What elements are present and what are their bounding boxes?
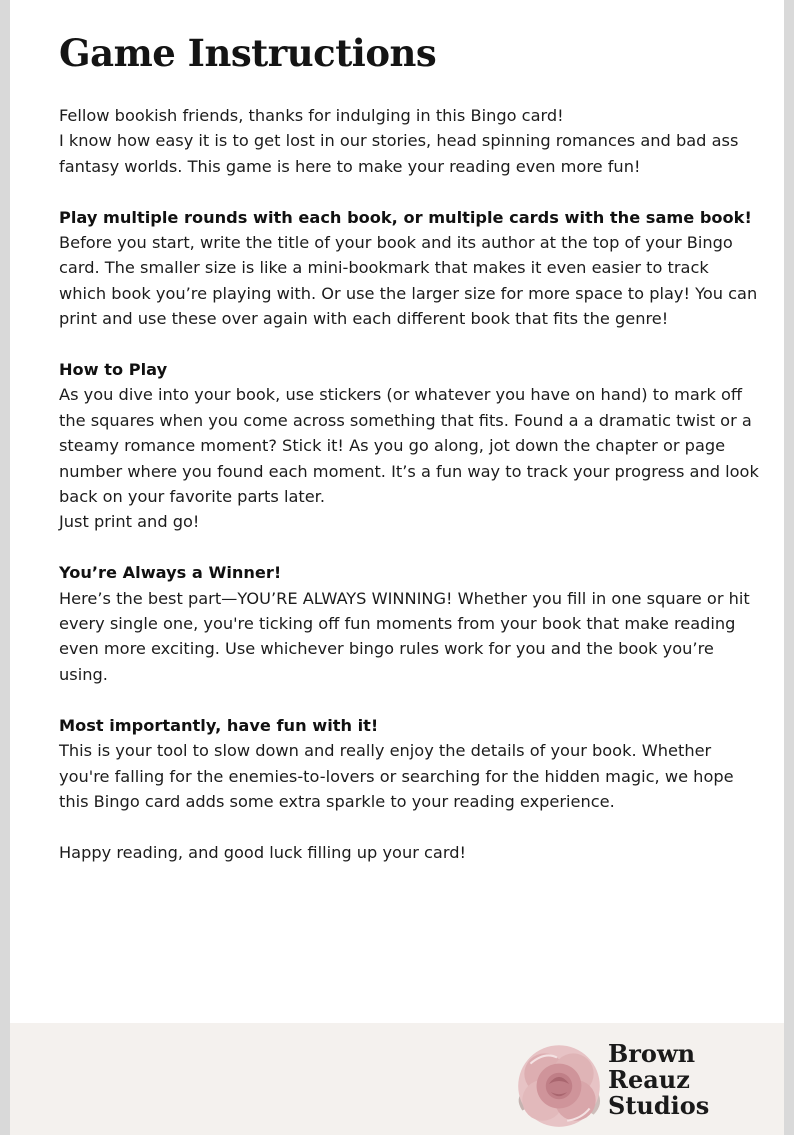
winner-heading: You’re Always a Winner! <box>59 563 282 583</box>
document-page <box>10 0 784 1135</box>
page-title: Game Instructions <box>59 31 437 75</box>
winner-section <box>59 560 759 687</box>
rounds-heading: Play multiple rounds with each book, or multiple cards with the same book! <box>59 207 752 227</box>
winner-body: Here’s the best part—YOU’RE ALWAYS WINNING! Whether you fill in one square or hit every single one, you're ticking off fun moments from your book that make reading even more exciting. Use whichever bingo rules work for you and the book you’re using. <box>59 588 750 684</box>
rose-icon <box>508 1033 610 1135</box>
how-to-play-body: As you dive into your book, use stickers (or whatever you have on hand) to mark off the squares when you come across something that fits. Found a a dramatic twist or a steamy romance moment? Stick it! As you go along, jot down the chapter or page number where you found each moment. It’s a fun way to track your progress and look back on your favorite parts later. <box>59 385 759 507</box>
rounds-body: Before you start, write the title of your book and its author at the top of your Bingo card. The smaller size is like a mini-bookmark that makes it even easier to track which book you’re playing with. Or use the larger size for more space to play! You can print and use these over again with each different book that fits the genre! <box>59 233 758 329</box>
footer-band <box>10 1023 784 1135</box>
brand-line-1: Brown <box>608 1039 696 1068</box>
rounds-section <box>59 205 759 332</box>
instructions-body <box>59 103 759 891</box>
intro-line-1: Fellow bookish friends, thanks for indulging in this Bingo card! <box>59 106 564 125</box>
intro-paragraph <box>59 103 759 179</box>
have-fun-heading: Most importantly, have fun with it! <box>59 715 379 735</box>
brand-logo-text <box>608 1041 709 1119</box>
how-to-play-section <box>59 357 759 535</box>
closing-line: Happy reading, and good luck filling up your card! <box>59 842 466 862</box>
have-fun-section <box>59 713 759 815</box>
brand-line-3: Studios <box>608 1091 710 1120</box>
intro-line-2: I know how easy it is to get lost in our stories, head spinning romances and bad ass fantasy worlds. This game is here to make your reading even more fun! <box>59 131 739 176</box>
how-to-play-line-2: Just print and go! <box>59 512 200 532</box>
closing-paragraph <box>59 840 759 865</box>
how-to-play-heading: How to Play <box>59 360 168 380</box>
have-fun-body: This is your tool to slow down and really enjoy the details of your book. Whether you're falling for the enemies-to-lovers or searching for the hidden magic, we hope this Bingo card adds some extra sparkle to your reading experience. <box>59 741 734 811</box>
brand-line-2: Reauz <box>608 1065 690 1094</box>
